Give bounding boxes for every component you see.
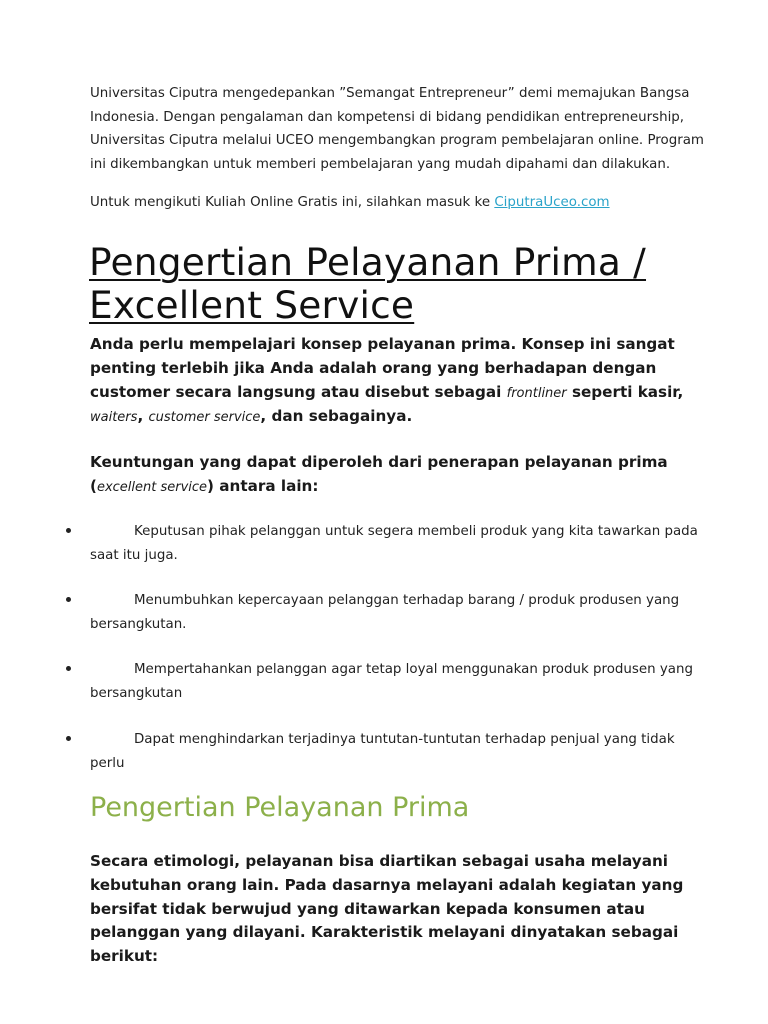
access-text: Untuk mengikuti Kuliah Online Gratis ini, silahkan masuk ke bbox=[90, 195, 495, 211]
list-item bbox=[90, 589, 710, 636]
lead-part3: , bbox=[137, 407, 149, 426]
intro-paragraph: Universitas Ciputra mengedepankan ”Semangat Entrepreneur” demi memajukan Bangsa Indonesia. Dengan pengalaman dan kompetensi di bidang pendidikan entrepreneurship, Universitas Ciputra melalui UCEO mengembangkan program pembelajaran online. Program ini dikembangkan untuk memberi pembelajaran yang mudah dipahami dan dilakukan. bbox=[90, 86, 704, 172]
lead-customer-service: customer service bbox=[148, 410, 261, 426]
section-heading: Pengertian Pelayanan Prima bbox=[90, 792, 470, 823]
benefit-part1: Keuntungan yang dapat diperoleh dari penerapan pelayanan prima ( bbox=[90, 453, 668, 495]
list-item bbox=[90, 658, 710, 705]
bullet-dot-icon bbox=[66, 666, 71, 671]
lead-paragraph bbox=[90, 333, 710, 430]
lead-frontliner: frontliner bbox=[506, 385, 567, 401]
access-line bbox=[90, 191, 710, 215]
lead-part2: seperti kasir, bbox=[566, 382, 684, 401]
benefit-italic: excellent service bbox=[96, 480, 208, 495]
main-heading: Pengertian Pelayanan Prima / Excellent Service bbox=[89, 240, 647, 327]
list-item-text: Mempertahankan pelanggan agar tetap loyal menggunakan produk produsen yang bersangkutan bbox=[90, 662, 693, 701]
ciputra-uceo-link[interactable]: CiputraUceo.com bbox=[494, 195, 610, 211]
etimologi-paragraph: Secara etimologi, pelayanan bisa diartikan sebagai usaha melayani kebutuhan orang lain. Pada dasarnya melayani adalah kegiatan yang bersifat tidak berwujud yang ditawarkan kepada konsumen atau pelanggan yang dilayani. Karakteristik melayani dinyatakan sebagai berikut: bbox=[90, 852, 684, 966]
benefit-paragraph bbox=[90, 450, 710, 500]
lead-part4: , dan sebagainya. bbox=[260, 407, 413, 426]
lead-part1: Anda perlu mempelajari konsep pelayanan prima. Konsep ini sangat penting terlebih jika Anda adalah orang yang berhadapan dengan customer secara langsung atau disebut sebagai bbox=[90, 335, 675, 401]
list-item-text: Menumbuhkan kepercayaan pelanggan terhadap barang / produk produsen yang bersangkutan. bbox=[90, 593, 680, 632]
lead-waiters: waiters bbox=[90, 410, 138, 426]
list-item-text: Keputusan pihak pelanggan untuk segera membeli produk yang kita tawarkan pada saat itu juga. bbox=[90, 524, 698, 563]
benefit-part2: ) antara lain: bbox=[207, 477, 319, 495]
list-item bbox=[90, 728, 710, 775]
intro-section bbox=[90, 82, 710, 215]
bullet-dot-icon bbox=[66, 528, 71, 533]
bullet-dot-icon bbox=[66, 736, 71, 741]
list-item bbox=[90, 520, 710, 567]
list-item-text: Dapat menghindarkan terjadinya tuntutan-tuntutan terhadap penjual yang tidak perlu bbox=[90, 732, 675, 771]
bullet-dot-icon bbox=[66, 597, 71, 602]
